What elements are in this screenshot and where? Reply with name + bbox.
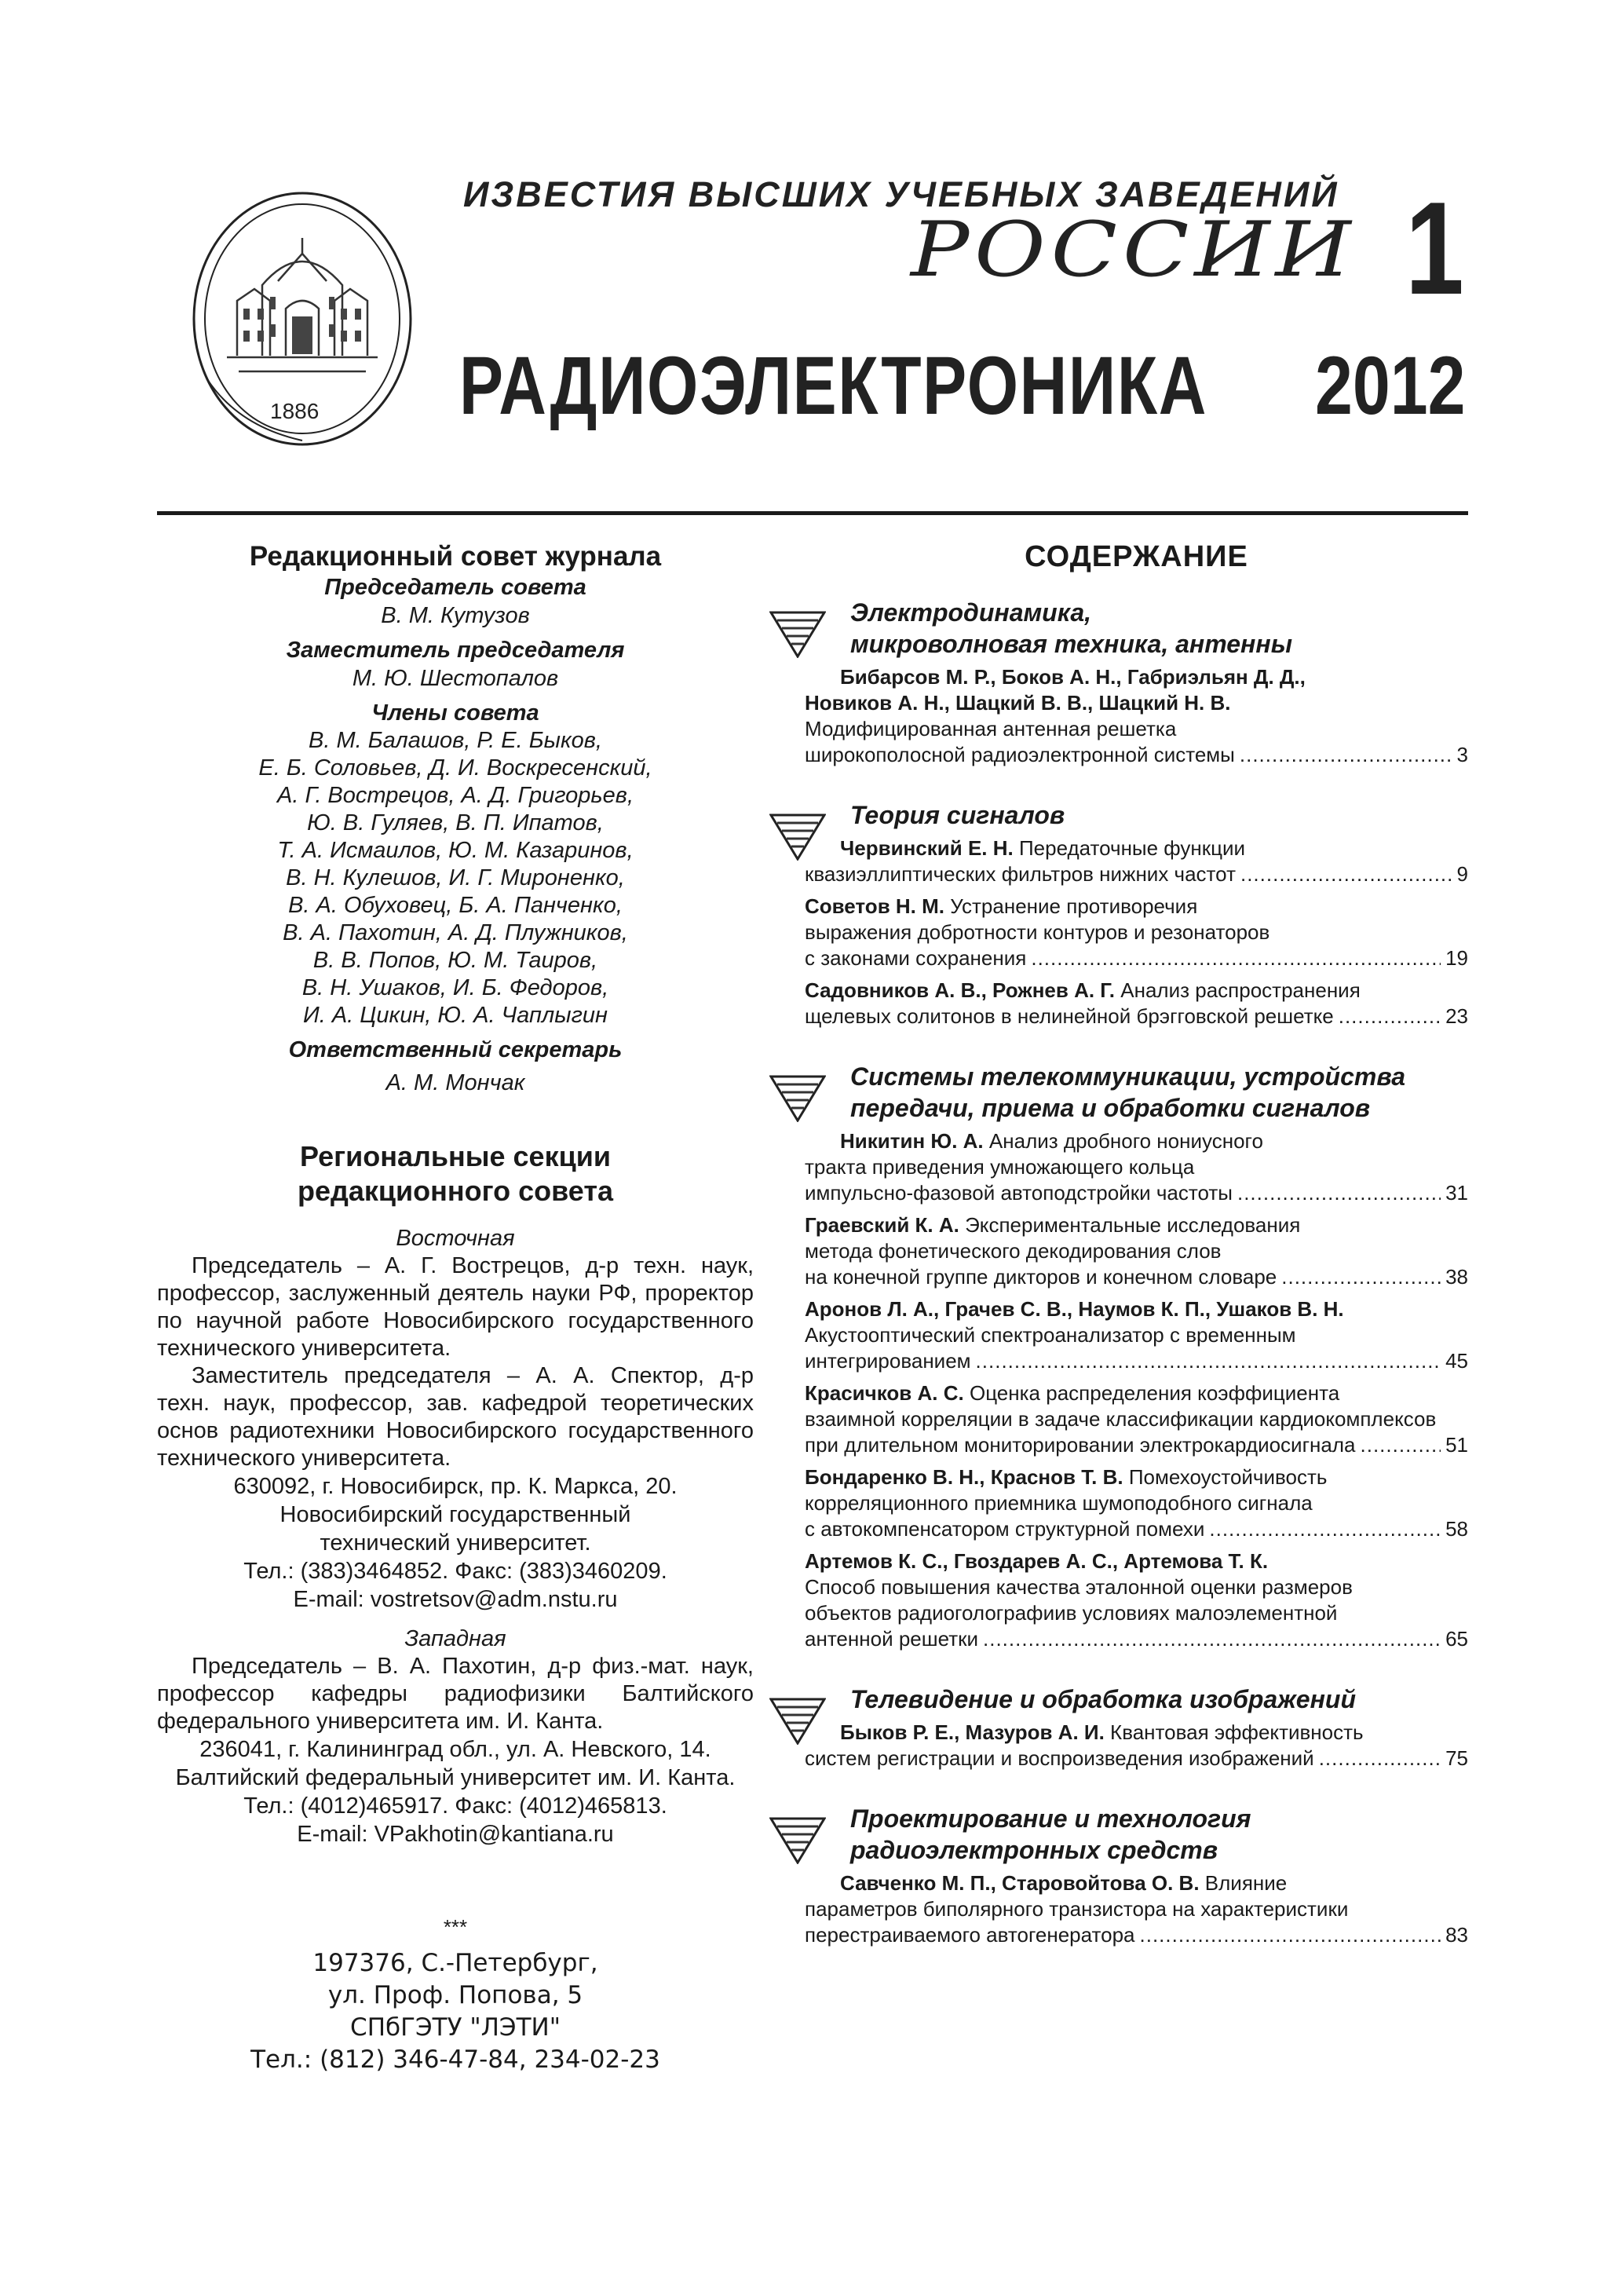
entry-title-start: Передаточные функции — [1018, 836, 1246, 860]
issue-number: 1 — [1405, 174, 1464, 322]
members-label: Члены совета — [371, 700, 539, 726]
entry-first-line — [805, 1720, 1468, 1746]
dot-leader — [1209, 1516, 1441, 1542]
entry-title-line: объектов радиоголографиив условиях малоэлементной — [805, 1601, 1338, 1625]
entry-title-start: Анализ дробного нониусного — [988, 1129, 1263, 1153]
dot-leader — [1140, 1922, 1441, 1948]
dot-leader — [1031, 945, 1441, 971]
entry-page-number: 51 — [1445, 1433, 1468, 1457]
member-line: И. А. Цикин, Ю. А. Чаплыгин — [302, 1003, 608, 1028]
entry-page-leader — [805, 945, 1468, 971]
member-line: В. М. Балашов, Р. Е. Быков, — [309, 728, 602, 753]
issue-year: 2012 — [1315, 340, 1466, 432]
entry-page-number: 65 — [1445, 1627, 1468, 1651]
west-address — [157, 1735, 754, 1848]
entry-authors: Красичков А. С. — [805, 1381, 964, 1405]
contents-section — [769, 597, 1468, 768]
entry-title-start: Устранение противоречия — [950, 894, 1198, 918]
section-triangle-icon — [769, 812, 826, 861]
entry-page-number: 23 — [1445, 1004, 1468, 1028]
contents-entry — [805, 1464, 1468, 1542]
contents-section — [769, 1684, 1468, 1771]
entry-first-line — [805, 1380, 1468, 1406]
dot-leader — [1240, 861, 1452, 887]
entry-first-line — [805, 894, 1468, 919]
entry-title-line: перестраиваемого автогенератора — [805, 1923, 1135, 1947]
section-title: Теория сигналов — [850, 801, 1065, 829]
deputy-name: М. Ю. Шестопалов — [352, 666, 559, 691]
contents-title: СОДЕРЖАНИЕ — [1025, 540, 1248, 573]
member-line: Е. Б. Соловьев, Д. И. Воскресенский, — [258, 755, 652, 781]
entry-title-line: щелевых солитонов в нелинейной брэгговской решетке — [805, 1004, 1334, 1028]
section-title: Телевидение и обработка изображений — [850, 1685, 1356, 1713]
dot-leader — [1240, 742, 1452, 768]
entry-page-leader — [805, 1348, 1468, 1374]
journal-main-title: РАДИОЭЛЕКТРОНИКА — [459, 340, 1208, 432]
regional-title-line1: Региональные секции — [300, 1140, 611, 1172]
entry-page-leader — [805, 1432, 1468, 1458]
contents-entry — [805, 664, 1468, 768]
entry-first-line — [805, 1870, 1468, 1896]
entry-page-number: 19 — [1445, 946, 1468, 970]
section-triangle-icon — [769, 609, 826, 658]
chair-name: В. М. Кутузов — [381, 603, 530, 628]
header-divider — [157, 511, 1468, 515]
publisher-line: Тел.: (812) 346-47-84, 234-02-23 — [250, 2046, 660, 2074]
entry-title-line: импульсно-фазовой автоподстройки частоты — [805, 1181, 1233, 1205]
entry-first-line — [805, 1464, 1468, 1490]
members-list — [157, 727, 754, 1029]
entry-authors: Быков Р. Е., Мазуров А. И. — [840, 1720, 1105, 1744]
separator-stars: *** — [443, 1915, 468, 1939]
entry-title-line: тракта приведения умножающего кольца — [805, 1155, 1195, 1179]
entry-first-line — [805, 1128, 1468, 1154]
section-title: Электродинамика, микроволновая техника, антенны — [850, 598, 1293, 658]
entry-title-line: выражения добротности контуров и резонаторов — [805, 920, 1270, 944]
entry-first-line — [805, 978, 1468, 1004]
member-line: В. В. Попов, Ю. М. Таиров, — [312, 948, 598, 973]
entry-page-number: 45 — [1445, 1349, 1468, 1373]
east-section-name: Восточная — [396, 1226, 515, 1251]
member-line: В. Н. Кулешов, И. Г. Мироненко, — [286, 865, 625, 890]
east-address-line: Тел.: (383)3464852. Факс: (383)3460209. — [243, 1559, 667, 1584]
regional-title — [157, 1139, 754, 1208]
entry-title-start: Оценка распределения коэффициента — [969, 1381, 1340, 1405]
chair-label: Председатель совета — [324, 575, 586, 600]
west-address-line: 236041, г. Калининград обл., ул. А. Невского, 14. — [199, 1737, 711, 1762]
entry-page-leader — [805, 1922, 1468, 1948]
entry-title-line: метода фонетического декодирования слов — [805, 1239, 1222, 1263]
entry-page-number: 38 — [1445, 1265, 1468, 1289]
member-line: Т. А. Исмаилов, Ю. М. Казаринов, — [277, 838, 634, 863]
entry-authors: Бондаренко В. Н., Краснов Т. В. — [805, 1465, 1123, 1489]
contents-entry — [805, 894, 1468, 971]
entry-title-line: Акустооптический спектроанализатор с временным — [805, 1323, 1296, 1347]
entry-title-line: широкополосной радиоэлектронной системы — [805, 743, 1235, 766]
entry-page-number: 75 — [1445, 1746, 1468, 1770]
member-line: В. Н. Ушаков, И. Б. Федоров, — [301, 975, 609, 1000]
contents-section — [769, 799, 1468, 1029]
east-address-line: технический университет. — [320, 1530, 591, 1556]
entry-page-number: 58 — [1445, 1517, 1468, 1541]
entry-page-leader — [805, 1626, 1468, 1652]
contents-entry — [805, 978, 1468, 1029]
entry-page-leader — [805, 1516, 1468, 1542]
entry-page-number: 31 — [1445, 1181, 1468, 1205]
dot-leader — [1319, 1746, 1441, 1771]
entry-title-start: Квантовая эффективность — [1110, 1720, 1364, 1744]
dot-leader — [976, 1348, 1441, 1374]
entry-title-line: Модифицированная антенная решетка — [805, 717, 1177, 740]
member-line: Ю. В. Гуляев, В. П. Ипатов, — [307, 810, 604, 835]
secretary-name: А. М. Мончак — [385, 1070, 525, 1095]
member-line: А. Г. Вострецов, А. Д. Григорьев, — [276, 783, 634, 808]
publisher-line: ул. Проф. Попова, 5 — [327, 1981, 583, 2009]
entry-title-line: при длительном мониторировании электрокардиосигнала — [805, 1433, 1356, 1457]
entry-page-leader — [805, 861, 1468, 887]
editorial-board-column — [157, 540, 754, 2076]
board-title: Редакционный совет журнала — [249, 541, 662, 572]
entry-title-line: систем регистрации и воспроизведения изображений — [805, 1746, 1314, 1770]
dot-leader — [1339, 1004, 1441, 1029]
table-of-contents — [769, 597, 1468, 1980]
entry-title-line: корреляционного приемника шумоподобного сигнала — [805, 1491, 1313, 1515]
dot-leader — [1281, 1264, 1441, 1290]
entry-page-number: 83 — [1445, 1923, 1468, 1947]
entry-page-number: 9 — [1456, 862, 1468, 886]
publisher-address — [157, 1947, 754, 2076]
east-address — [157, 1472, 754, 1614]
contents-entry — [805, 1380, 1468, 1458]
publisher-line: 197376, С.-Петербург, — [312, 1949, 598, 1977]
west-chair-paragraph: Председатель – В. А. Пахотин, д-р физ.-мат. наук, профессор кафедры радиофизики Балтийского федерального университета им. И. Канта. — [157, 1654, 754, 1734]
entry-authors: Советов Н. М. — [805, 894, 945, 918]
entry-title-line: параметров биполярного транзистора на характеристики — [805, 1897, 1349, 1921]
entry-title-start: Влияние — [1204, 1871, 1288, 1895]
entry-page-leader — [805, 1746, 1468, 1771]
entry-authors: Артемов К. С., Гвоздарев А. С., Артемова Т. К. — [805, 1549, 1269, 1573]
entry-title-start: Помехоустойчивость — [1128, 1465, 1328, 1489]
entry-title-line: Способ повышения качества эталонной оценки размеров — [805, 1575, 1353, 1599]
contents-section — [769, 1803, 1468, 1948]
east-deputy-paragraph: Заместитель председателя – А. А. Спектор, д-р техн. наук, профессор, зав. кафедрой теоретических основ радиотехники Новосибирского государственного технического университета. — [157, 1363, 754, 1471]
entry-title-line: антенной решетки — [805, 1627, 978, 1651]
contents-entry — [805, 1720, 1468, 1771]
emblem-year: 1886 — [270, 399, 320, 423]
member-line: В. А. Пахотин, А. Д. Плужников, — [283, 920, 628, 945]
west-address-line: Тел.: (4012)465917. Факс: (4012)465813. — [243, 1793, 667, 1819]
journal-russia-title: РОССИИ — [911, 206, 1357, 294]
west-address-line: E-mail: VPakhotin@kantiana.ru — [297, 1822, 614, 1847]
section-triangle-icon — [769, 1696, 826, 1745]
entry-title-start: Анализ распространения — [1120, 978, 1361, 1002]
entry-authors: Граевский К. А. — [805, 1213, 959, 1237]
dot-leader — [983, 1626, 1441, 1652]
entry-page-leader — [805, 1264, 1468, 1290]
entry-authors: Аронов Л. А., Грачев С. В., Наумов К. П., Ушаков В. Н. — [805, 1297, 1344, 1321]
contents-entry — [805, 1212, 1468, 1290]
dot-leader — [1237, 1180, 1441, 1206]
east-address-line: E-mail: vostretsov@adm.nstu.ru — [293, 1587, 618, 1612]
entry-authors: Савченко М. П., Старовойтова О. В. — [840, 1871, 1200, 1895]
east-chair-paragraph: Председатель – А. Г. Вострецов, д-р техн. наук, профессор, заслуженный деятель науки РФ, проректор по научной работе Новосибирского государственного технического университета. — [157, 1253, 754, 1361]
publisher-line: СПбГЭТУ "ЛЭТИ" — [350, 2013, 561, 2042]
entry-page-number: 3 — [1456, 743, 1468, 766]
section-title: Проектирование и технология радиоэлектронных средств — [850, 1804, 1251, 1864]
contents-entry — [805, 835, 1468, 887]
entry-page-leader — [805, 1180, 1468, 1206]
contents-entry — [805, 1296, 1468, 1374]
entry-title-line: взаимной корреляции в задаче классификации кардиокомплексов — [805, 1407, 1437, 1431]
section-triangle-icon — [769, 1073, 826, 1122]
entry-page-leader — [805, 1004, 1468, 1029]
section-title: Системы телекоммуникации, устройства передачи, приема и обработки сигналов — [850, 1062, 1406, 1122]
entry-authors: Бибарсов М. Р., Боков А. Н., Габриэльян Д. Д., — [840, 665, 1306, 689]
entry-first-line — [805, 1212, 1468, 1238]
entry-title-start: Экспериментальные исследования — [965, 1213, 1301, 1237]
entry-title-line: на конечной группе дикторов и конечном словаре — [805, 1265, 1277, 1289]
regional-title-line2: редакционного совета — [297, 1175, 613, 1207]
entry-authors: Новиков А. Н., Шацкий В. В., Шацкий Н. В. — [805, 691, 1231, 715]
east-address-line: Новосибирский государственный — [279, 1502, 631, 1527]
member-line: В. А. Обуховец, Б. А. Панченко, — [288, 893, 623, 918]
deputy-label: Заместитель председателя — [286, 638, 625, 663]
entry-title-line: квазиэллиптических фильтров нижних частот — [805, 862, 1236, 886]
secretary-label: Ответственный секретарь — [288, 1037, 623, 1062]
entry-page-leader — [805, 742, 1468, 768]
contents-entry — [805, 1870, 1468, 1948]
contents-entry — [805, 1548, 1468, 1652]
entry-first-line — [805, 835, 1468, 861]
entry-authors: Никитин Ю. А. — [840, 1129, 984, 1153]
journal-series-title: ИЗВЕСТИЯ ВЫСШИХ УЧЕБНЫХ ЗАВЕДЕНИЙ — [463, 174, 1339, 214]
west-address-line: Балтийский федеральный университет им. И. Канта. — [175, 1765, 736, 1790]
section-triangle-icon — [769, 1815, 826, 1864]
east-address-line: 630092, г. Новосибирск, пр. К. Маркса, 20. — [233, 1474, 678, 1499]
dot-leader — [1361, 1432, 1441, 1458]
west-section-name: Западная — [404, 1626, 506, 1651]
entry-title-line: с законами сохранения — [805, 946, 1027, 970]
entry-authors: Садовников А. В., Рожнев А. Г. — [805, 978, 1116, 1002]
entry-authors: Червинский Е. Н. — [840, 836, 1014, 860]
contents-section — [769, 1061, 1468, 1652]
contents-entry — [805, 1128, 1468, 1206]
entry-title-line: интегрированием — [805, 1349, 971, 1373]
university-emblem — [192, 191, 413, 447]
entry-title-line: с автокомпенсатором структурной помехи — [805, 1517, 1205, 1541]
